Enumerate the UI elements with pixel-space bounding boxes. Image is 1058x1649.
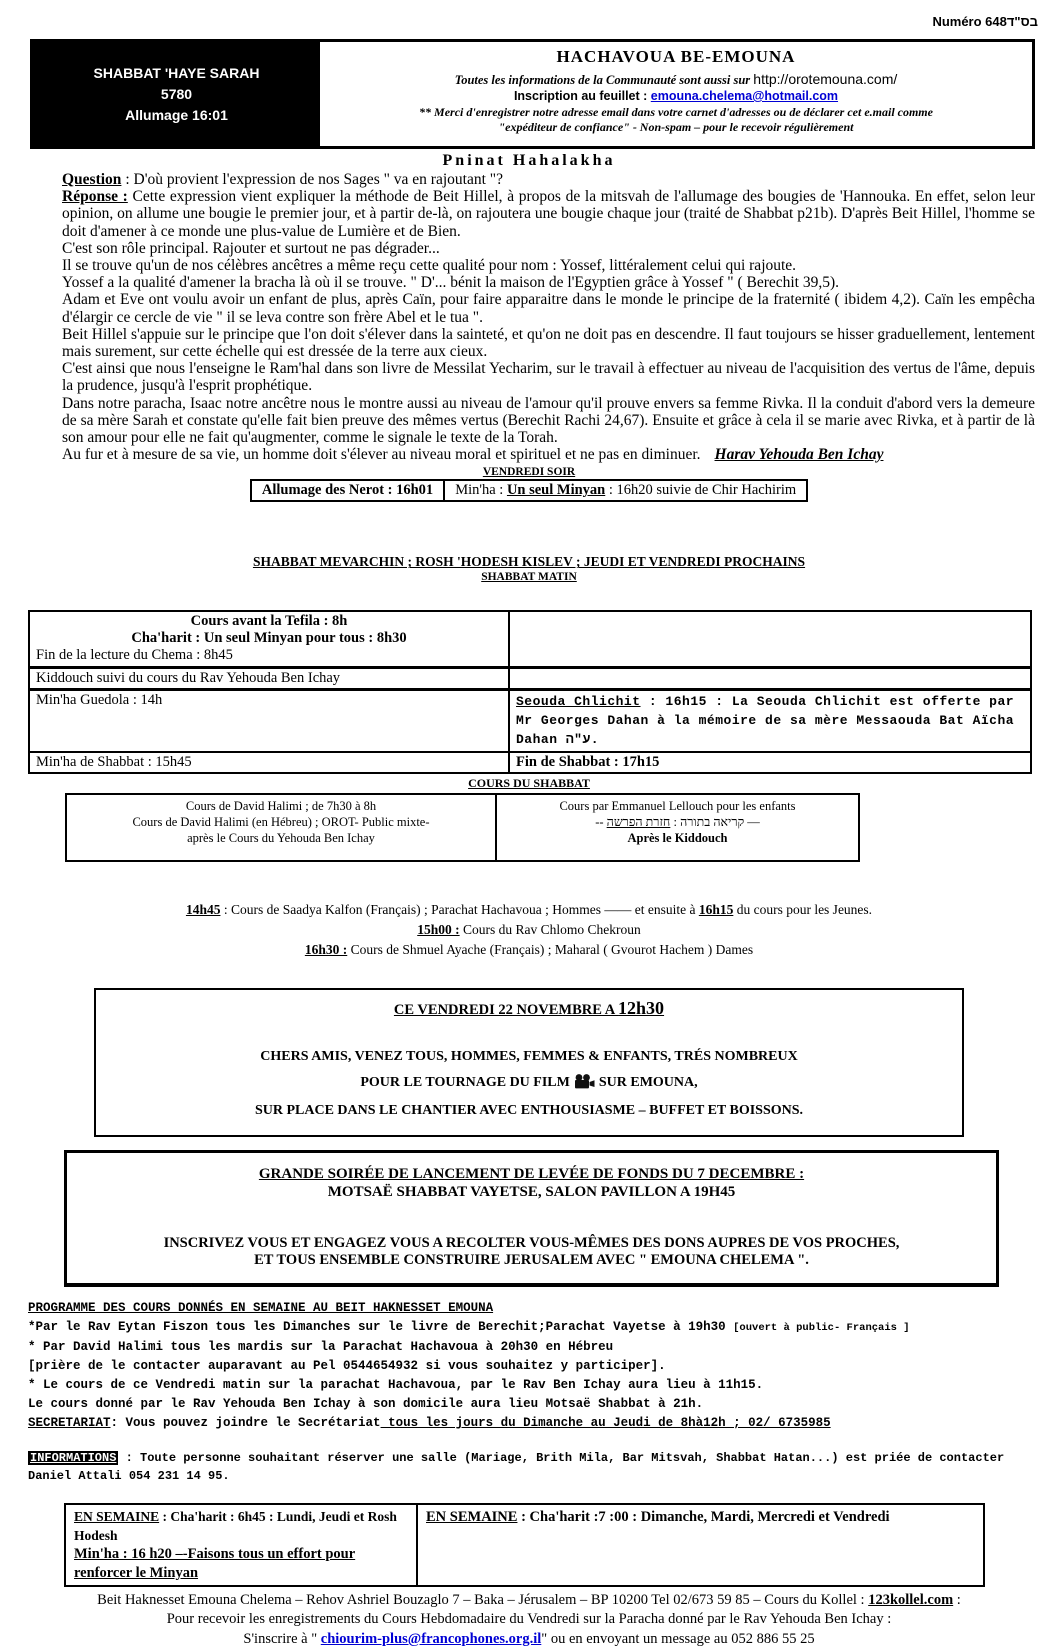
- programme-title: PROGRAMME DES COURS DONNÉS EN SEMAINE AU BEIT HAKNESSET EMOUNA: [28, 1300, 494, 1315]
- shabbat-morning-table: [28, 610, 1032, 774]
- lellouch-course-cell: Cours par Emmanuel Lellouch pour les enfants — קריאה בתורה : חזרת הפרשה -- Après le Kiddouch: [496, 794, 859, 861]
- event-title: CE VENDREDI 22 NOVEMBRE A 12h30: [393, 997, 665, 1018]
- weekday-right-cell: EN SEMAINE : Cha'harit :7 :00 : Dimanche, Mardi, Mercredi et Vendredi: [417, 1504, 984, 1586]
- table-row: [29, 690, 1031, 752]
- weekday-shacharit-left: EN SEMAINE : Cha'harit : 6h45 : Lundi, Jeudi et Rosh Hodesh: [74, 1508, 397, 1543]
- section-title-pninat: Pninat Hahalakha: [442, 152, 616, 169]
- section-title-shabbat-mevarchin: SHABBAT MEVARCHIN ; ROSH 'HODESH KISLEV ; JEUDI ET VENDREDI PROCHAINS: [252, 554, 806, 570]
- paragraph: Dans notre paracha, Isaac notre ancêtre nous le montre aussi au niveau de l'amour qu'il prouve envers sa femme Rivka. Il la conduit d'abord vers la demeure de sa mère Sarah et constate qu'elle fait bien preuve des mêmes vertus (Berechit Rachi 24,67). Ensuite et grâce à cela il se marie avec Rivka, et à partir de là son amour pour elle ne fait qu'augmenter, comme le signale le texte de la Torah.: [62, 394, 1035, 447]
- footer-recordings-line: Pour recevoir les enregistrements du Cours Hebdomadaire du Vendredi sur la Paracha donné par le Rav Yehouda Ben Ichay :: [166, 1611, 892, 1628]
- shabbat-name: SHABBAT 'HAYE SARAH: [93, 64, 260, 81]
- table-row: [29, 752, 1031, 773]
- weekday-minha: Min'ha : 16 h20 –-Faisons tous un effort pour renforcer le Minyan: [74, 1545, 356, 1581]
- programme-item: *Par le Rav Eytan Fiszon tous les Dimanches sur le livre de Berechit;Parachat Vayetse à 19h30 [ouvert à public- Français ]: [28, 1319, 910, 1334]
- issue-line: [0, 0, 1058, 29]
- programme-item: * Le cours de ce Vendredi matin sur la parachat Hachavoua, par le Rav Ben Ichay aura lieu à 11h15.: [28, 1377, 764, 1392]
- paragraph: Il se trouve qu'un de nos célèbres ancêtres a même reçu cette qualité pour nom : Yossef, littéralement celui qui rajoute.: [62, 257, 797, 275]
- shabbat-banner: [33, 42, 320, 146]
- website-url[interactable]: http://orotemouna.com/: [753, 71, 898, 87]
- header-main: [320, 42, 1032, 146]
- section-title-vendredi-soir: VENDREDI SOIR: [482, 466, 576, 479]
- informations-label: INFORMATIONS: [30, 1450, 117, 1465]
- movie-camera-icon: [573, 1074, 595, 1094]
- empty-cell: [509, 611, 1031, 668]
- fundraising-line: ET TOUS ENSEMBLE CONSTRUIRE JERUSALEM AVEC " EMOUNA CHELEMA ".: [254, 1251, 809, 1268]
- fundraising-line: INSCRIVEZ VOUS ET ENGAGEZ VOUS A RECOLTER VOUS-MÊMES DES DONS AUPRES DE VOS PROCHES,: [163, 1234, 900, 1251]
- course-line: 16h30 : Cours de Shmuel Ayache (Français) ; Maharal ( Gvourot Hachem ) Dames: [304, 941, 754, 957]
- paragraph: Adam et Eve ont voulu avoir un enfant de plus, après Caïn, pour faire apparaitre dans le monde le principe de la fraternité ( ibidem 4,2). Caïn les empêcha d'élargir ce cercle de vie " il se leva contre son frère Abel et le tua ".: [62, 291, 1035, 326]
- dvar-torah-text: [62, 171, 1035, 463]
- morning-schedule-cell: Cours avant la Tefila : 8h Cha'harit : Un seul Minyan pour tous : 8h30 Fin de la lecture du Chema : 8h45: [29, 611, 509, 668]
- section-title-shabbat-matin: SHABBAT MATIN: [481, 571, 577, 584]
- minha-guedola-cell: Min'ha Guedola : 14h: [29, 690, 509, 752]
- question-line: Question : D'où provient l'expression de nos Sages " va en rajoutant "?: [62, 171, 503, 188]
- footer-subscribe-line: S'inscrire à " chiourim-plus@francophones.org.il" ou en envoyant un message au 052 886 55 25: [243, 1630, 815, 1647]
- kollel-link[interactable]: 123kollel.com: [868, 1591, 954, 1608]
- table-row: [29, 611, 1031, 668]
- header: [30, 39, 1035, 149]
- event-line: CHERS AMIS, VENEZ TOUS, HOMMES, FEMMES & ENFANTS, TRÉS NOMBREUX: [260, 1048, 798, 1064]
- empty-cell: [509, 668, 1031, 690]
- table-row: [66, 794, 859, 861]
- shabbat-year: 5780: [160, 85, 193, 102]
- paragraph: Beit Hillel s'appuie sur le principe que l'on doit s'élever dans la sainteté, et qu'on ne doit pas en descendre. Il faut toujours se hisser graduellement, lentement mais surement, sur cette échelle qui est dressée de la terre aux cieux.: [62, 325, 1035, 361]
- bsd-hebrew: בס"ד: [1006, 14, 1038, 29]
- friday-evening-table: [250, 479, 808, 502]
- fundraising-title: GRANDE SOIRÉE DE LANCEMENT DE LEVÉE DE FONDS DU 7 DECEMBRE :: [258, 1165, 805, 1182]
- seouda-chlichit-cell: Seouda Chlichit : 16h15 : La Seouda Chlichit est offerte par Mr Georges Dahan à la mémoire de sa mère Messaouda Bat Aïcha Dahan ע"ה.: [509, 690, 1031, 752]
- course-line: 15h00 : Cours du Rav Chlomo Chekroun: [417, 921, 641, 937]
- minha-shabbat-cell: Min'ha de Shabbat : 15h45: [29, 752, 509, 773]
- secretariat-line: SECRETARIAT: Vous pouvez joindre le Secrétariat tous les jours du Dimanche au Jeudi de 8hà12h ; 02/ 6735985: [28, 1415, 831, 1430]
- reponse-paragraph: Réponse : Cette expression vient expliquer la méthode de Beit Hillel, à propos de la mitsvah de l'allumage des bougies de 'Hannouka. En effet, selon leur opinion, on allume une bougie le premier jour, et à partir de-là, on rajoutera une bougie chaque jour (traité de Shabbat p21b). D'après Beit Hillel, l'homme se doit d'amener à ce monde une plus-value de Lumière et de Bien.: [62, 188, 1036, 240]
- weekday-left-cell: [65, 1504, 417, 1586]
- event-line: POUR LE TOURNAGE DU FILM SUR EMOUNA,: [106, 1074, 952, 1094]
- shabbat-courses-table: [65, 793, 860, 862]
- paragraph: Yossef a la qualité d'amener la bracha là où il se trouve. " D'... bénit la maison de l'Egyptien grâce à Yossef " ( Berechit 39,5).: [62, 274, 840, 292]
- programme-item: Le cours donné par le Rav Yehouda Ben Ichay à son domicile aura lieu Motsaë Shabbat à 21h.: [28, 1396, 704, 1411]
- afternoon-courses: [0, 900, 1058, 960]
- hebrew-line: — קריאה בתורה : חזרת הפרשה --: [595, 814, 760, 829]
- paragraph: C'est son rôle principal. Rajouter et surtout ne pas dégrader...: [62, 239, 440, 257]
- nerot-cell: Allumage des Nerot : 16h01: [251, 480, 444, 501]
- closing-line: Au fur et à mesure de sa vie, un homme doit s'élever au niveau moral et spirituel et ne pas en diminuer. Harav Yehouda Ben Ichay: [62, 446, 884, 464]
- email-note: ** Merci d'enregistrer notre adresse email dans votre carnet d'adresses ou de déclarer cet e.mail comme "expéditeur de confiance" - Non-spam – pour le recevoir régulièrement: [419, 105, 933, 134]
- halimi-courses-cell: Cours de David Halimi ; de 7h30 à 8h Cours de David Halimi (en Hébreu) ; OROT- Public mixte- après le Cours du Yehouda Ben Ichay: [66, 794, 496, 861]
- paragraph: C'est ainsi que nous l'enseigne le Ram'hal dans son livre de Messilat Yecharim, sur le travail à effectuer au niveau de l'acquisition des vertus de l'âme, depuis la prudence, jusqu'à l'esprit prophétique.: [62, 360, 1035, 395]
- table-row: [29, 668, 1031, 690]
- chiourim-email-link[interactable]: chiourim-plus@francophones.org.il: [320, 1630, 542, 1647]
- programme-item: * Par David Halimi tous les mardis sur la Parachat Hachavoua à 20h30 en Hébreu: [28, 1339, 614, 1354]
- email-link[interactable]: emouna.chelema@hotmail.com: [650, 89, 839, 103]
- community-info-line: Toutes les informations de la Communauté sont aussi sur http://orotemouna.com/: [454, 71, 898, 87]
- candle-lighting-time: Allumage 16:01: [125, 106, 228, 123]
- fundraising-box: [64, 1150, 999, 1287]
- footer-address-line: Beit Haknesset Emouna Chelema – Rehov Ashriel Bouzaglo 7 – Baka – Jérusalem – BP 10200 Tel 02/673 59 85 – Cours du Kollel : 123kollel.com :: [97, 1591, 961, 1608]
- programme-item: [prière de le contacter auparavant au Pel 0544654932 si vous souhaitez y participer].: [28, 1358, 666, 1373]
- issue-number: Numéro 648: [932, 14, 1007, 29]
- informations-block: INFORMATIONS : Toute personne souhaitant réserver une salle (Mariage, Brith Mila, Bar Mitsvah, Shabbat Hatan...) est priée de contacter Daniel Attali 054 231 14 95.: [28, 1450, 1005, 1483]
- weekday-schedule-table: [64, 1503, 985, 1587]
- weekday-programme: [28, 1299, 1040, 1433]
- author-signature: Harav Yehouda Ben Ichay: [714, 446, 884, 464]
- fin-shabbat-cell: Fin de Shabbat : 17h15: [509, 752, 1031, 773]
- event-line: SUR PLACE DANS LE CHANTIER AVEC ENTHOUSIASME – BUFFET ET BOISSONS.: [254, 1102, 804, 1118]
- friday-event-box: [94, 988, 964, 1137]
- kiddouch-cell: Kiddouch suivi du cours du Rav Yehouda Ben Ichay: [29, 668, 509, 690]
- section-title-cours-shabbat: COURS DU SHABBAT: [468, 775, 590, 790]
- footer: [0, 1591, 1058, 1649]
- table-row: [65, 1504, 984, 1586]
- inscription-line: Inscription au feuillet : emouna.chelema@hotmail.com: [513, 89, 839, 103]
- minha-cell: Min'ha : Un seul Minyan : 16h20 suivie de Chir Hachirim: [444, 480, 807, 501]
- fundraising-subtitle: MOTSAË SHABBAT VAYETSE, SALON PAVILLON A 19H45: [327, 1183, 736, 1200]
- course-line: 14h45 : Cours de Saadya Kalfon (Français) ; Parachat Hachavoua ; Hommes —— et ensuite à 16h15 du cours pour les Jeunes.: [185, 901, 873, 917]
- newsletter-title: HACHAVOUA BE-EMOUNA: [556, 47, 796, 66]
